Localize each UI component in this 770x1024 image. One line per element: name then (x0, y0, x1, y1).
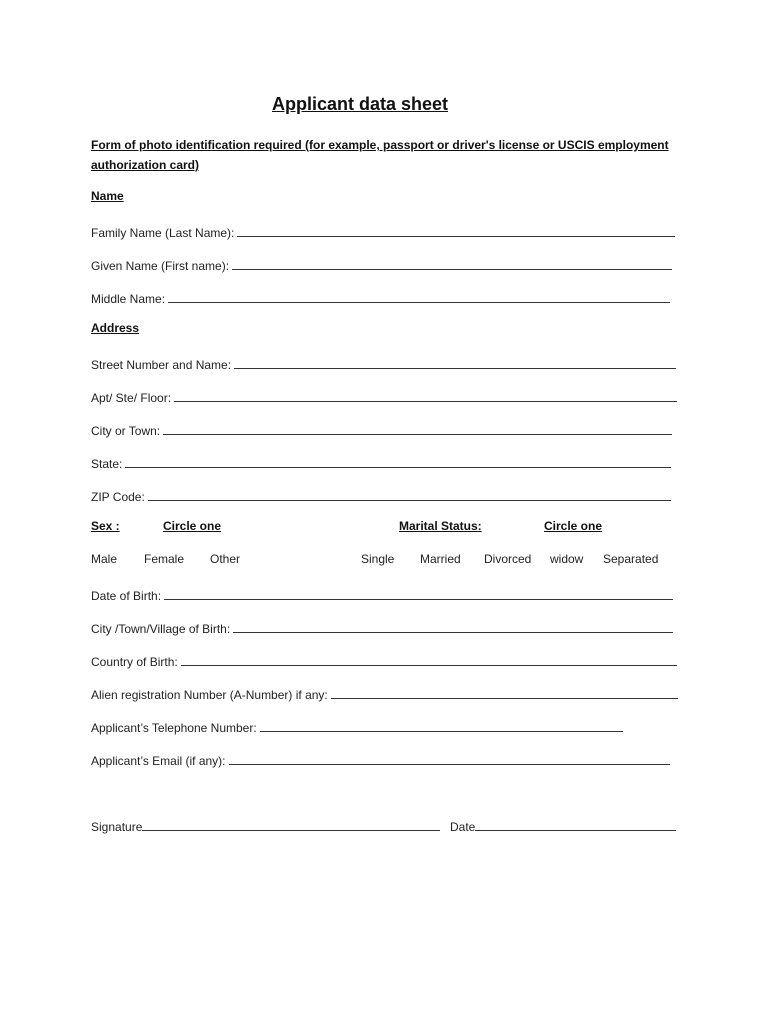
city-label: City or Town: (91, 424, 161, 438)
telephone-field[interactable] (91, 715, 623, 735)
signature-date-field[interactable] (450, 814, 676, 834)
signature-date-label: Date (450, 820, 476, 834)
city-input-line[interactable] (163, 434, 672, 435)
email-field[interactable] (91, 748, 670, 768)
city-field[interactable] (91, 418, 672, 438)
marital-option-divorced[interactable]: Divorced (484, 552, 532, 566)
sex-heading: Sex : (91, 519, 120, 533)
alien-number-label: Alien registration Number (A-Number) if any: (91, 688, 328, 702)
name-section-heading: Name (91, 189, 124, 203)
marital-option-separated[interactable]: Separated (603, 552, 659, 566)
alien-number-field[interactable] (91, 682, 678, 702)
state-field[interactable] (91, 451, 671, 471)
dob-field[interactable] (91, 583, 673, 603)
family-name-label: Family Name (Last Name): (91, 226, 235, 240)
signature-input-line[interactable] (142, 830, 440, 831)
middle-name-label: Middle Name: (91, 292, 166, 306)
birth-city-label: City /Town/Village of Birth: (91, 622, 231, 636)
birth-country-input-line[interactable] (181, 665, 677, 666)
zip-field[interactable] (91, 484, 671, 504)
marital-option-single[interactable]: Single (361, 552, 395, 566)
dob-label: Date of Birth: (91, 589, 162, 603)
street-input-line[interactable] (234, 368, 676, 369)
apt-label: Apt/ Ste/ Floor: (91, 391, 172, 405)
marital-status-heading: Marital Status: (399, 519, 482, 533)
marital-option-married[interactable]: Married (420, 552, 461, 566)
birth-city-input-line[interactable] (233, 632, 673, 633)
middle-name-field[interactable] (91, 286, 670, 306)
marital-option-widow[interactable]: widow (550, 552, 584, 566)
middle-name-input-line[interactable] (168, 302, 670, 303)
street-label: Street Number and Name: (91, 358, 232, 372)
given-name-field[interactable] (91, 253, 672, 273)
signature-label: Signature (91, 820, 143, 834)
street-field[interactable] (91, 352, 676, 372)
sex-circle-one-label: Circle one (163, 519, 222, 533)
sex-option-male[interactable]: Male (91, 552, 118, 566)
apt-input-line[interactable] (174, 401, 677, 402)
zip-input-line[interactable] (148, 500, 671, 501)
dob-input-line[interactable] (164, 599, 673, 600)
given-name-label: Given Name (First name): (91, 259, 230, 273)
sex-option-other[interactable]: Other (210, 552, 241, 566)
given-name-input-line[interactable] (232, 269, 672, 270)
birth-country-field[interactable] (91, 649, 677, 669)
telephone-input-line[interactable] (260, 731, 623, 732)
family-name-field[interactable] (91, 220, 675, 240)
signature-field[interactable] (91, 814, 440, 834)
telephone-label: Applicant’s Telephone Number: (91, 721, 257, 735)
marital-circle-one-label: Circle one (544, 519, 603, 533)
email-input-line[interactable] (229, 764, 671, 765)
zip-label: ZIP Code: (91, 490, 145, 504)
apt-field[interactable] (91, 385, 677, 405)
signature-date-input-line[interactable] (475, 830, 676, 831)
state-label: State: (91, 457, 123, 471)
address-section-heading: Address (91, 321, 140, 335)
state-input-line[interactable] (125, 467, 671, 468)
photo-id-requirement: Form of photo identification required (for example, passport or driver's license or USCIS employment authorization card) (91, 138, 669, 172)
page-title: Applicant data sheet (271, 94, 449, 114)
sex-option-female[interactable]: Female (144, 552, 185, 566)
family-name-input-line[interactable] (237, 236, 675, 237)
birth-city-field[interactable] (91, 616, 673, 636)
email-label: Applicant’s Email (if any): (91, 754, 226, 768)
alien-number-input-line[interactable] (331, 698, 678, 699)
birth-country-label: Country of Birth: (91, 655, 178, 669)
